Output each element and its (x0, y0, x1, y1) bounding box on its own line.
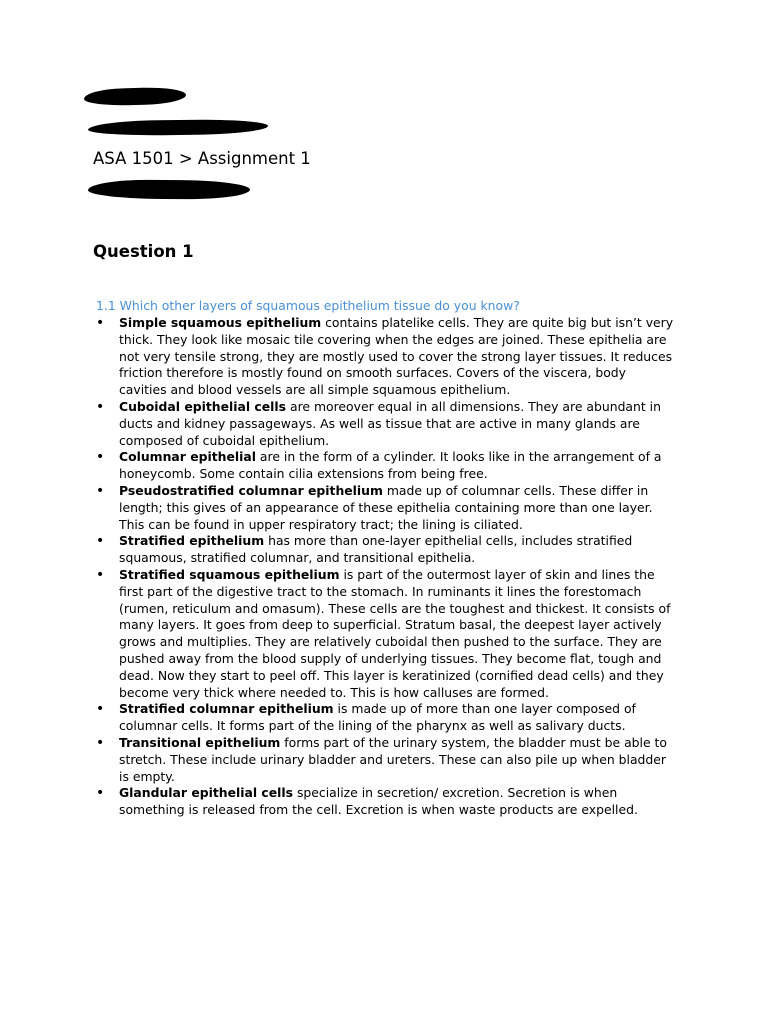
term-description: is part of the outermost layer of skin and lines the first part of the digestive tract to the stomach. In ruminants it lines the forestomach (rumen, reticulum and omasum). These cells are the toughest and thickest. It consists of many layers. It goes from deep to superficial. Stratum basal, the deepest layer actively grows and multiplies. They are relatively cuboidal then pushed to the surface. They are pushed away from the blood supply of underlying tissues. They become flat, tough and dead. Now they start to peel off. This layer is keratinized (cornified dead cells) and they become very thick where needed to. This is how calluses are formed. (119, 566, 671, 700)
term-label: Transitional epithelium (119, 734, 281, 750)
term-label: Columnar epithelial (119, 449, 256, 465)
term-description: are moreover equal in all dimensions. They are abundant in ducts and kidney passageways. As well as tissue that are active in many glands are composed of cuboidal epithelium. (119, 398, 661, 448)
term-description: made up of columnar cells. These differ in length; this gives of an appearance of these epithelia containing more than one layer. This can be found in upper respiratory tract; the lining is ciliated. (119, 482, 653, 532)
term-label: Stratified epithelium (119, 533, 265, 549)
list-item (96, 533, 676, 567)
list-item (96, 701, 676, 735)
term-description: contains platelike cells. They are quite big but isn’t very thick. They look like mosaic tile covering when the edges are joined. These epithelia are not very tensile strong, they are mostly used to cover the strong layer tissues. It reduces friction therefore is mostly found on smooth surfaces. Covers of the viscera, body cavities and blood vessels are all simple squamous epithelium. (119, 315, 674, 398)
term-description: are in the form of a cylinder. It looks like in the arrangement of a honeycomb. Some contain cilia extensions from being free. (119, 449, 662, 482)
bullet-icon: • (96, 533, 105, 550)
term-description: specialize in secretion/ excretion. Secretion is when something is released from the cell. Excretion is when waste products are expelled. (119, 785, 638, 818)
list-item (96, 315, 676, 399)
term-label: Cuboidal epithelial cells (119, 398, 287, 414)
term-label: Pseudostratified columnar epithelium (119, 482, 383, 498)
redaction-mark (84, 87, 186, 107)
term-label: Stratified squamous epithelium (119, 566, 340, 582)
redaction-mark (88, 119, 268, 137)
term-description: forms part of the urinary system, the bladder must be able to stretch. These include urinary bladder and ureters. These can also pile up when bladder is empty. (119, 734, 667, 784)
bullet-icon: • (96, 449, 105, 466)
list-item (96, 483, 676, 533)
bullet-icon: • (96, 315, 105, 331)
bullet-icon: • (96, 785, 105, 802)
term-description: is made up of more than one layer composed of columnar cells. It forms part of the lining of the pharynx as well as salivary ducts. (119, 701, 636, 734)
term-label: Simple squamous epithelium (119, 315, 322, 330)
list-item (96, 399, 676, 449)
term-label: Stratified columnar epithelium (119, 701, 334, 717)
redaction-mark (88, 179, 250, 199)
question-heading: Question 1 (93, 242, 194, 261)
bullet-icon: • (96, 398, 105, 415)
course-breadcrumb: ASA 1501 > Assignment 1 (93, 149, 311, 168)
bullet-icon: • (96, 701, 105, 718)
bullet-icon: • (96, 566, 105, 583)
answer-list (96, 315, 676, 819)
term-description: has more than one-layer epithelial cells, includes stratified squamous, stratified columnar, and transitional epithelia. (119, 533, 633, 566)
list-item (96, 785, 676, 819)
list-item (96, 567, 676, 701)
subquestion-prompt: 1.1 Which other layers of squamous epithelium tissue do you know? (96, 298, 520, 313)
list-item (96, 449, 676, 483)
bullet-icon: • (96, 482, 105, 499)
list-item (96, 735, 676, 785)
bullet-icon: • (96, 734, 105, 751)
term-label: Glandular epithelial cells (119, 785, 294, 801)
